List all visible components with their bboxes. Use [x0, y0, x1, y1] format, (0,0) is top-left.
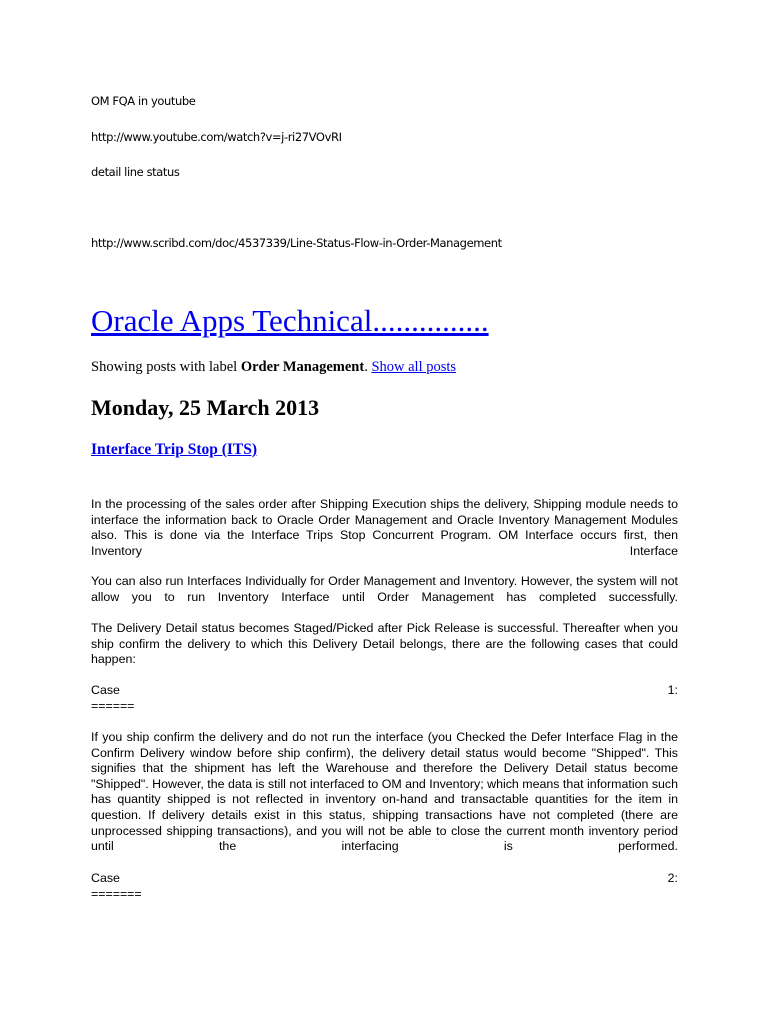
paragraph-run-interfaces: You can also run Interfaces Individually for Order Management and Inventory. However, the system will not allow you to run Inventory Interface until Order Management has completed successfully.: [91, 574, 678, 604]
post-title-link[interactable]: Interface Trip Stop (ITS): [91, 441, 258, 458]
paragraph-delivery-status: The Delivery Detail status becomes Staged/Picked after Pick Release is successful. Thereafter when you ship confirm the delivery to which this Delivery Detail belongs, there are the following cases that could happen:: [91, 621, 678, 667]
case1-separator: ======: [91, 699, 135, 713]
label-name: Order Management: [240, 359, 365, 375]
case2-separator: =======: [91, 887, 142, 901]
note-scribd-url: http://www.scribd.com/doc/4537339/Line-Status-Flow-in-Order-Management: [91, 236, 502, 250]
note-youtube-url: http://www.youtube.com/watch?v=j-ri27VOvRI: [91, 130, 342, 144]
blog-title-link[interactable]: Oracle Apps Technical...............: [91, 303, 489, 338]
post-date: Monday, 25 March 2013: [91, 395, 320, 420]
label-info: [91, 359, 456, 376]
label-prefix: Showing posts with label: [91, 359, 241, 375]
paragraph-intro: In the processing of the sales order after Shipping Execution ships the delivery, Shipping module needs to interface the information back to Oracle Order Management and Oracle Inventory Management Modules also. This is done via the Interface Trips Stop Concurrent Program. OM Interface occurs first, then Inventory Interface: [91, 497, 678, 558]
paragraph-case1: If you ship confirm the delivery and do not run the interface (you Checked the Defer Interface Flag in the Confirm Delivery window before ship confirm), the delivery detail status would become "Shipped". This signifies that the shipment has left the Warehouse and therefore the Delivery Detail status become "Shipped". However, the data is still not interfaced to OM and Inventory; which means that information such has quantity shipped is not reflected in inventory on-hand and transactable quantities for the item in question. If delivery details exist in this status, shipping transactions have not completed (there are unprocessed shipping transactions), and you will not be able to close the current month inventory period until the interfacing is performed.: [91, 730, 678, 854]
show-all-posts-link[interactable]: Show all posts: [371, 359, 457, 375]
case1-heading: Case 1:: [91, 683, 678, 697]
note-om-fqa: OM FQA in youtube: [91, 94, 196, 108]
case2-heading: Case 2:: [91, 871, 678, 885]
note-detail-line-status: detail line status: [91, 165, 180, 179]
label-suffix: .: [364, 359, 372, 375]
